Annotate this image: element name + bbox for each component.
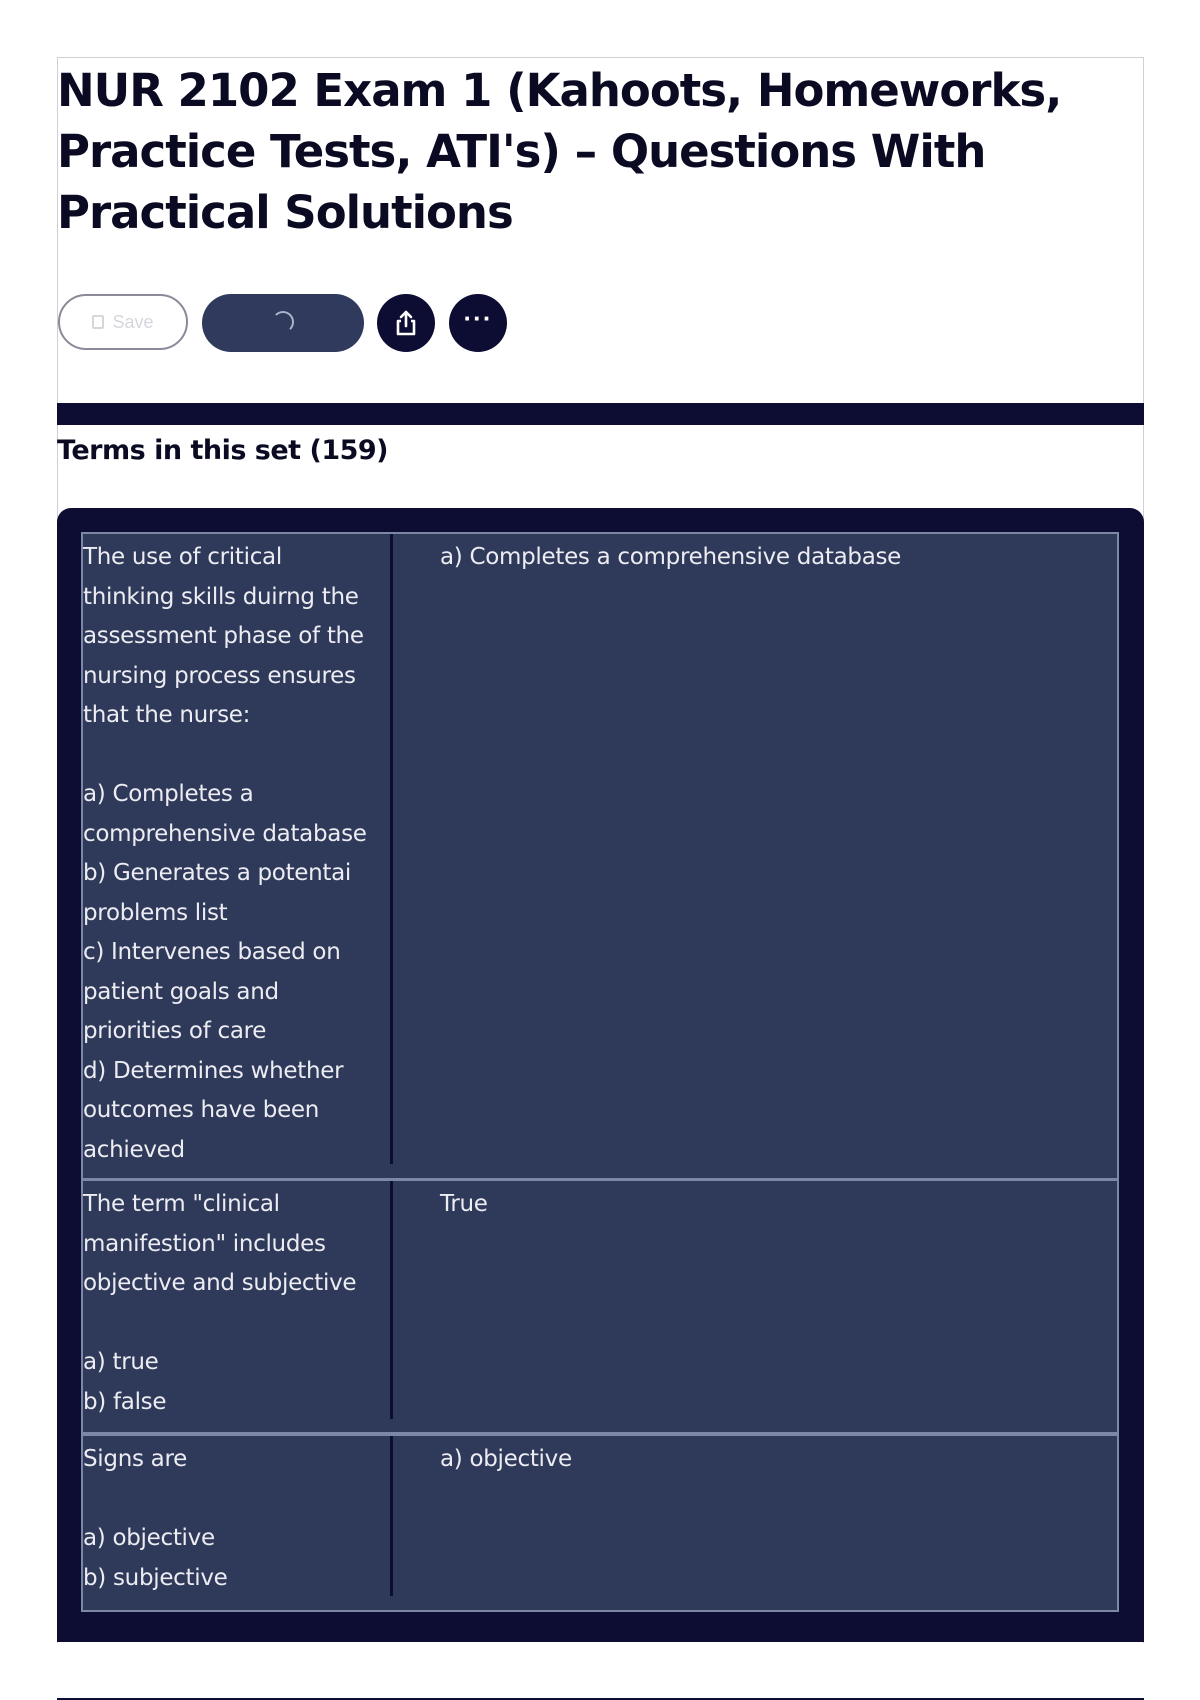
page-title: NUR 2102 Exam 1 (Kahoots, Homeworks, Practice Tests, ATI's) – Questions With Practical Solutions <box>57 64 1062 239</box>
term-divider <box>390 1181 393 1419</box>
term-card[interactable] <box>81 532 1119 1180</box>
term-card[interactable] <box>81 1179 1119 1434</box>
section-divider <box>57 403 1144 425</box>
term-divider <box>390 1436 393 1596</box>
spinner-icon <box>272 311 294 333</box>
share-button[interactable] <box>377 294 435 352</box>
study-button[interactable] <box>202 294 364 352</box>
term-text: Signs are a) objective b) subjective <box>83 1446 228 1591</box>
save-label: Save <box>112 311 154 332</box>
term-text: The use of critical thinking skills duirng the assessment phase of the nursing process ensures that the nurse: a) Completes a comprehensive database b) Generates a potentai problems list c) Intervenes based on patient goals and priorities of care d) Determines whether outcomes have been achieved <box>83 544 367 1163</box>
definition-text: a) Completes a comprehensive database <box>440 544 902 570</box>
bookmark-icon <box>92 315 104 329</box>
term-text: The term "clinical manifestion" includes objective and subjective a) true b) false <box>83 1191 357 1415</box>
definition-text: a) objective <box>440 1446 572 1472</box>
term-card[interactable] <box>81 1434 1119 1612</box>
save-button[interactable] <box>58 294 188 350</box>
terms-panel <box>57 508 1144 1642</box>
definition-text: True <box>440 1191 488 1217</box>
share-icon <box>393 309 419 337</box>
terms-heading: Terms in this set (159) <box>57 435 389 466</box>
more-button[interactable] <box>449 294 507 352</box>
term-divider <box>390 534 393 1164</box>
more-icon: ··· <box>463 303 493 333</box>
